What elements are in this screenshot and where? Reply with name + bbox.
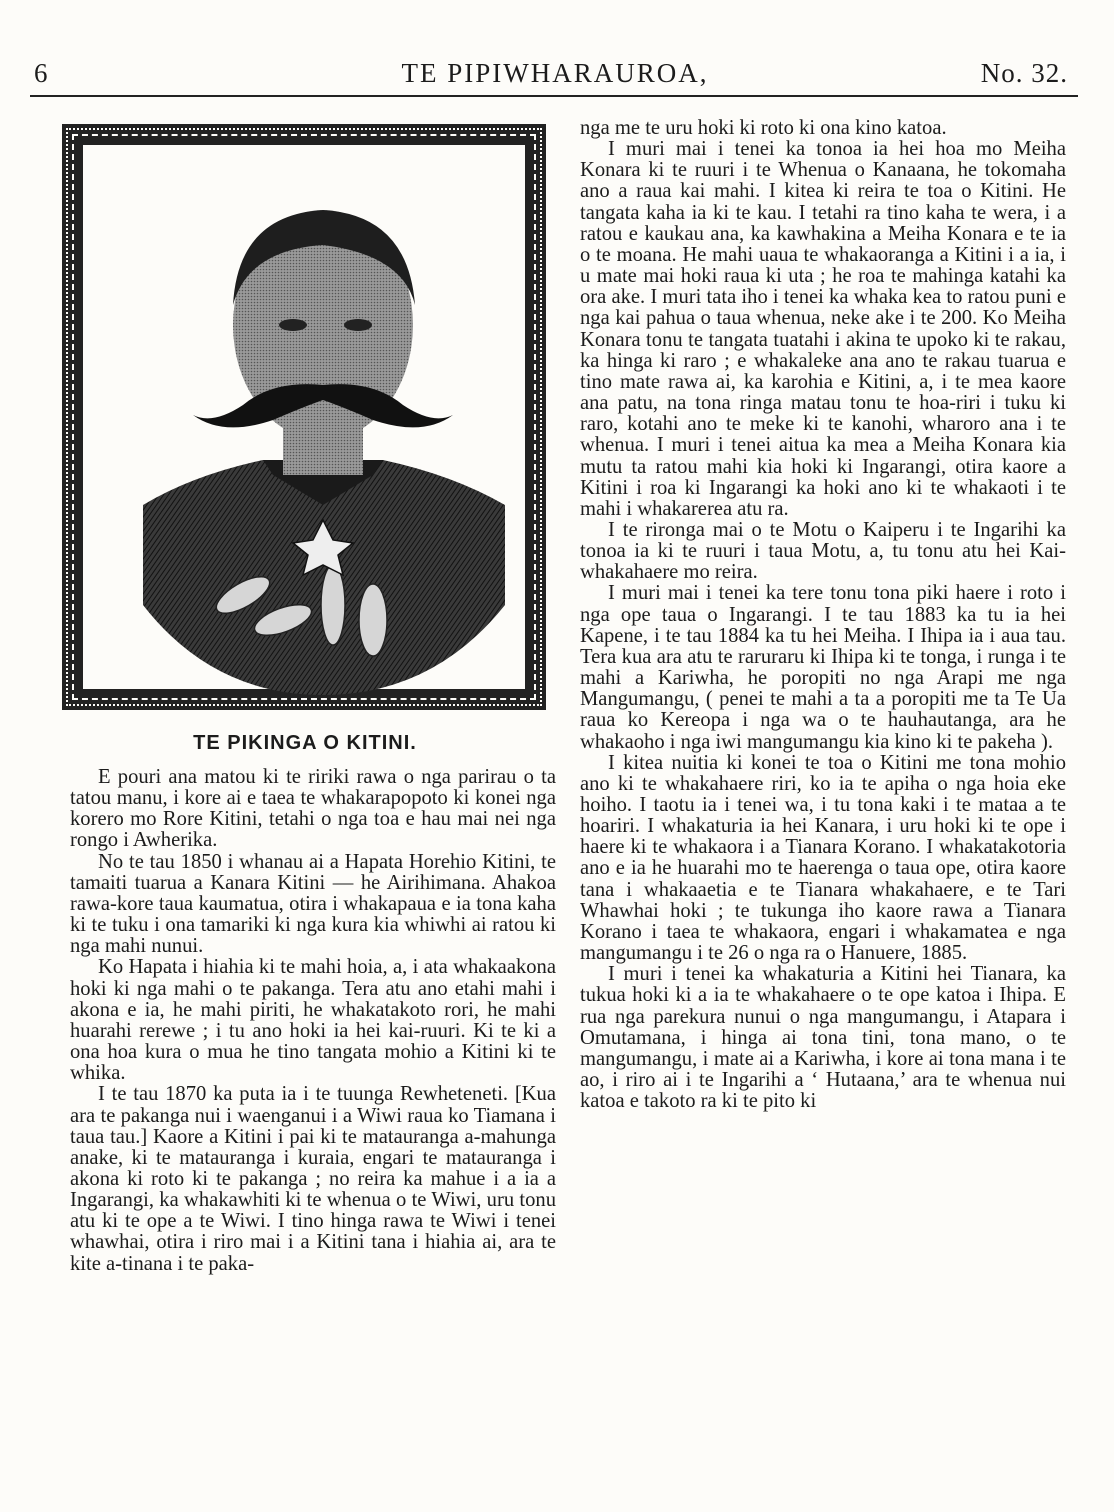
paragraph: I muri mai i tenei ka tonoa ia hei hoa mo Meiha Konara ki te ruuri i te Whenua o Kanaana, he tokomaha ano a raua kai mahi. I kitea ki reira te toa o Kitini. He tangata kaha ia ki te kau. I tetahi ra tino kaha te wera, i a ratou e kaukau ana, ka kawhakina a Meiha Konara e te ia o te moana. He mahi uaua te whakaoranga a Kitini i a ia, i u mate mai hoki raua ki uta ; he roa te mahinga katahi ka ora ake. I muri tata iho i tenei ka whaka kea to ratou puni e nga kai pahua o taua whenua, neke ake i te 200. Ko Meiha Konara tonu te tangata tuatahi i akina te upoko ki te rakau, ka hinga ki raro ; e whakaleke ana ano te rakau tuarua e tino mate rawa ai, ka karohia e Kitini, a, i te mea kaore ana patu, na tona ringa matau tonu te hoa-riri i tuku ki raro, kotahi ano te meke ki te kanohi, wharoro ana i te whenua. I muri i tenei aitua ka mea a Meiha Konara kia mutu ta ratou mahi kia hoki ki Ingarangi, otira kaore a Kitini i roa ki Ingarangi ka hoki ano ki te whakaoti i te mahi i whakarerea atu ra. bbox=[580, 138, 1066, 520]
portrait-illustration bbox=[133, 175, 513, 695]
paragraph: I kitea nuitia ki konei te toa o Kitini me tona mohio ano ki te whakahaere riri, ko ia te apiha o nga hoia eke hoiho. I taotu ia i tenei wa, i tu tona kaki i te mataa a te hoariri. I whakaturia ia hei Kanara, i uru hoki ki te ope i haere ki te whakaora i a Tianara Korano. I whakatakotoria ano e ia he huarahi mo te haerenga o taua ope, otira kaore tana i whakaaetia e te Tianara whakahaere, e te Tari Whawhai hoki ; te tukunga iho kaore rawa a Tianara Korano i taea te whakaora, engari i whakamatea e nga mangumangu i te 26 o nga ra o Hanuere, 1885. bbox=[580, 751, 1066, 965]
page-header bbox=[30, 58, 1080, 98]
header-rule bbox=[30, 95, 1078, 97]
page-number: 6 bbox=[34, 58, 49, 88]
portrait-panel bbox=[80, 142, 528, 692]
paragraph: I te rironga mai o te Motu o Kaiperu i te Ingarihi ka tonoa ia ki te ruuri i taua Motu, a, tu tonu atu hei Kai-whakahaere mo reira. bbox=[580, 518, 1066, 584]
issue-number: No. 32. bbox=[980, 58, 1068, 88]
left-column bbox=[70, 767, 556, 1275]
newspaper-title: TE PIPIWHARAUROA, bbox=[401, 58, 709, 88]
ornamental-frame bbox=[62, 124, 546, 710]
paragraph: E pouri ana matou ki te ririki rawa o nga parirau o ta tatou manu, i kore ai e taea te whakarapopoto ki konei nga korero mo Rore Kitini, tetahi o nga toa e hau mai nei nga rongo i Awherika. bbox=[70, 766, 556, 852]
paragraph: I te tau 1870 ka puta ia i te tuunga Rewheteneti. [Kua ara te pakanga nui i waenganui i a Wiwi raua ko Tiamana i taua tau.] Kaore a Kitini i pai ki te matauranga a-mahunga anake, ki te matauranga i kuraia, engari te matauranga i akona ki roto ki te pakanga ; no reira ka mahue i a ia a Ingarangi, ka whakawhiti ki te whenua o te Wiwi, uru tonu atu ki te ope a te Wiwi. I tino hinga rawa te Wiwi i tenei whawhai, otira i riro mai i a Kitini tana i hiahia ai, ara te kite a-tinana i te paka- bbox=[70, 1083, 556, 1275]
paragraph: Ko Hapata i hiahia ki te mahi hoia, a, i ata whakaakona hoki ki nga mahi o te pakanga. Tera atu ano etahi mahi i akona e ia, he mahi piriti, he whakatakoto rori, he mahi huarahi rerewe ; i tu ano hoki ia hei kai-ruuri. Ki te ki a ona hoa kura o mua he tino tangata mohio a Kitini ki te whika. bbox=[70, 956, 556, 1085]
paragraph: I muri i tenei ka whakaturia a Kitini hei Tianara, ka tukua hoki ki a ia te whakahaere o te ope katoa i Ihipa. E rua nga parekura nunui o nga mangumangu, i Atapara i Omutamana, i hinga ai tona tini, tona mano, o te mangumangu, i mate ai a Kariwha, i kore ai tona mana i te ao, i riro ai i te Ingarihi a ‘ Hutaana,’ ara te whenua nui katoa e takoto ra ki te pito ki bbox=[580, 963, 1066, 1113]
paragraph-continued: nga me te uru hoki ki roto ki ona kino katoa. bbox=[580, 117, 947, 139]
paragraph: No te tau 1850 i whanau ai a Hapata Horehio Kitini, te tamaiti tuarua a Kanara Kitini — he Airihimana. Ahakoa rawa-kore taua kaumatua, otira i whakapaua e ia tona kaha ki te tuku i ona tamariki ki nga kura kia whiwhi ai ratou ki nga mahi nunui. bbox=[70, 850, 556, 958]
right-column bbox=[580, 118, 1066, 1112]
paragraph: I muri mai i tenei ka tere tonu tona piki haere i roto i nga ope taua o Ingarangi. I te tau 1883 ka tu ia hei Kapene, i te tau 1884 ka tu hei Meiha. I Ihipa ia i aua tau. Tera kua ara atu te raruraru ki Ihipa ki te tonga, i runga i te mahi a Kariwha, he poropiti no nga Arapi me nga Mangumangu, ( penei te mahi a ta a poropiti me ta Te Ua raua ko Kereopa i nga wa o te hauhautanga, ara he whakaoho i nga iwi mangumangu kia kino ki te pakeha ). bbox=[580, 582, 1066, 753]
article-heading: TE PIKINGA O KITINI. bbox=[193, 732, 417, 754]
